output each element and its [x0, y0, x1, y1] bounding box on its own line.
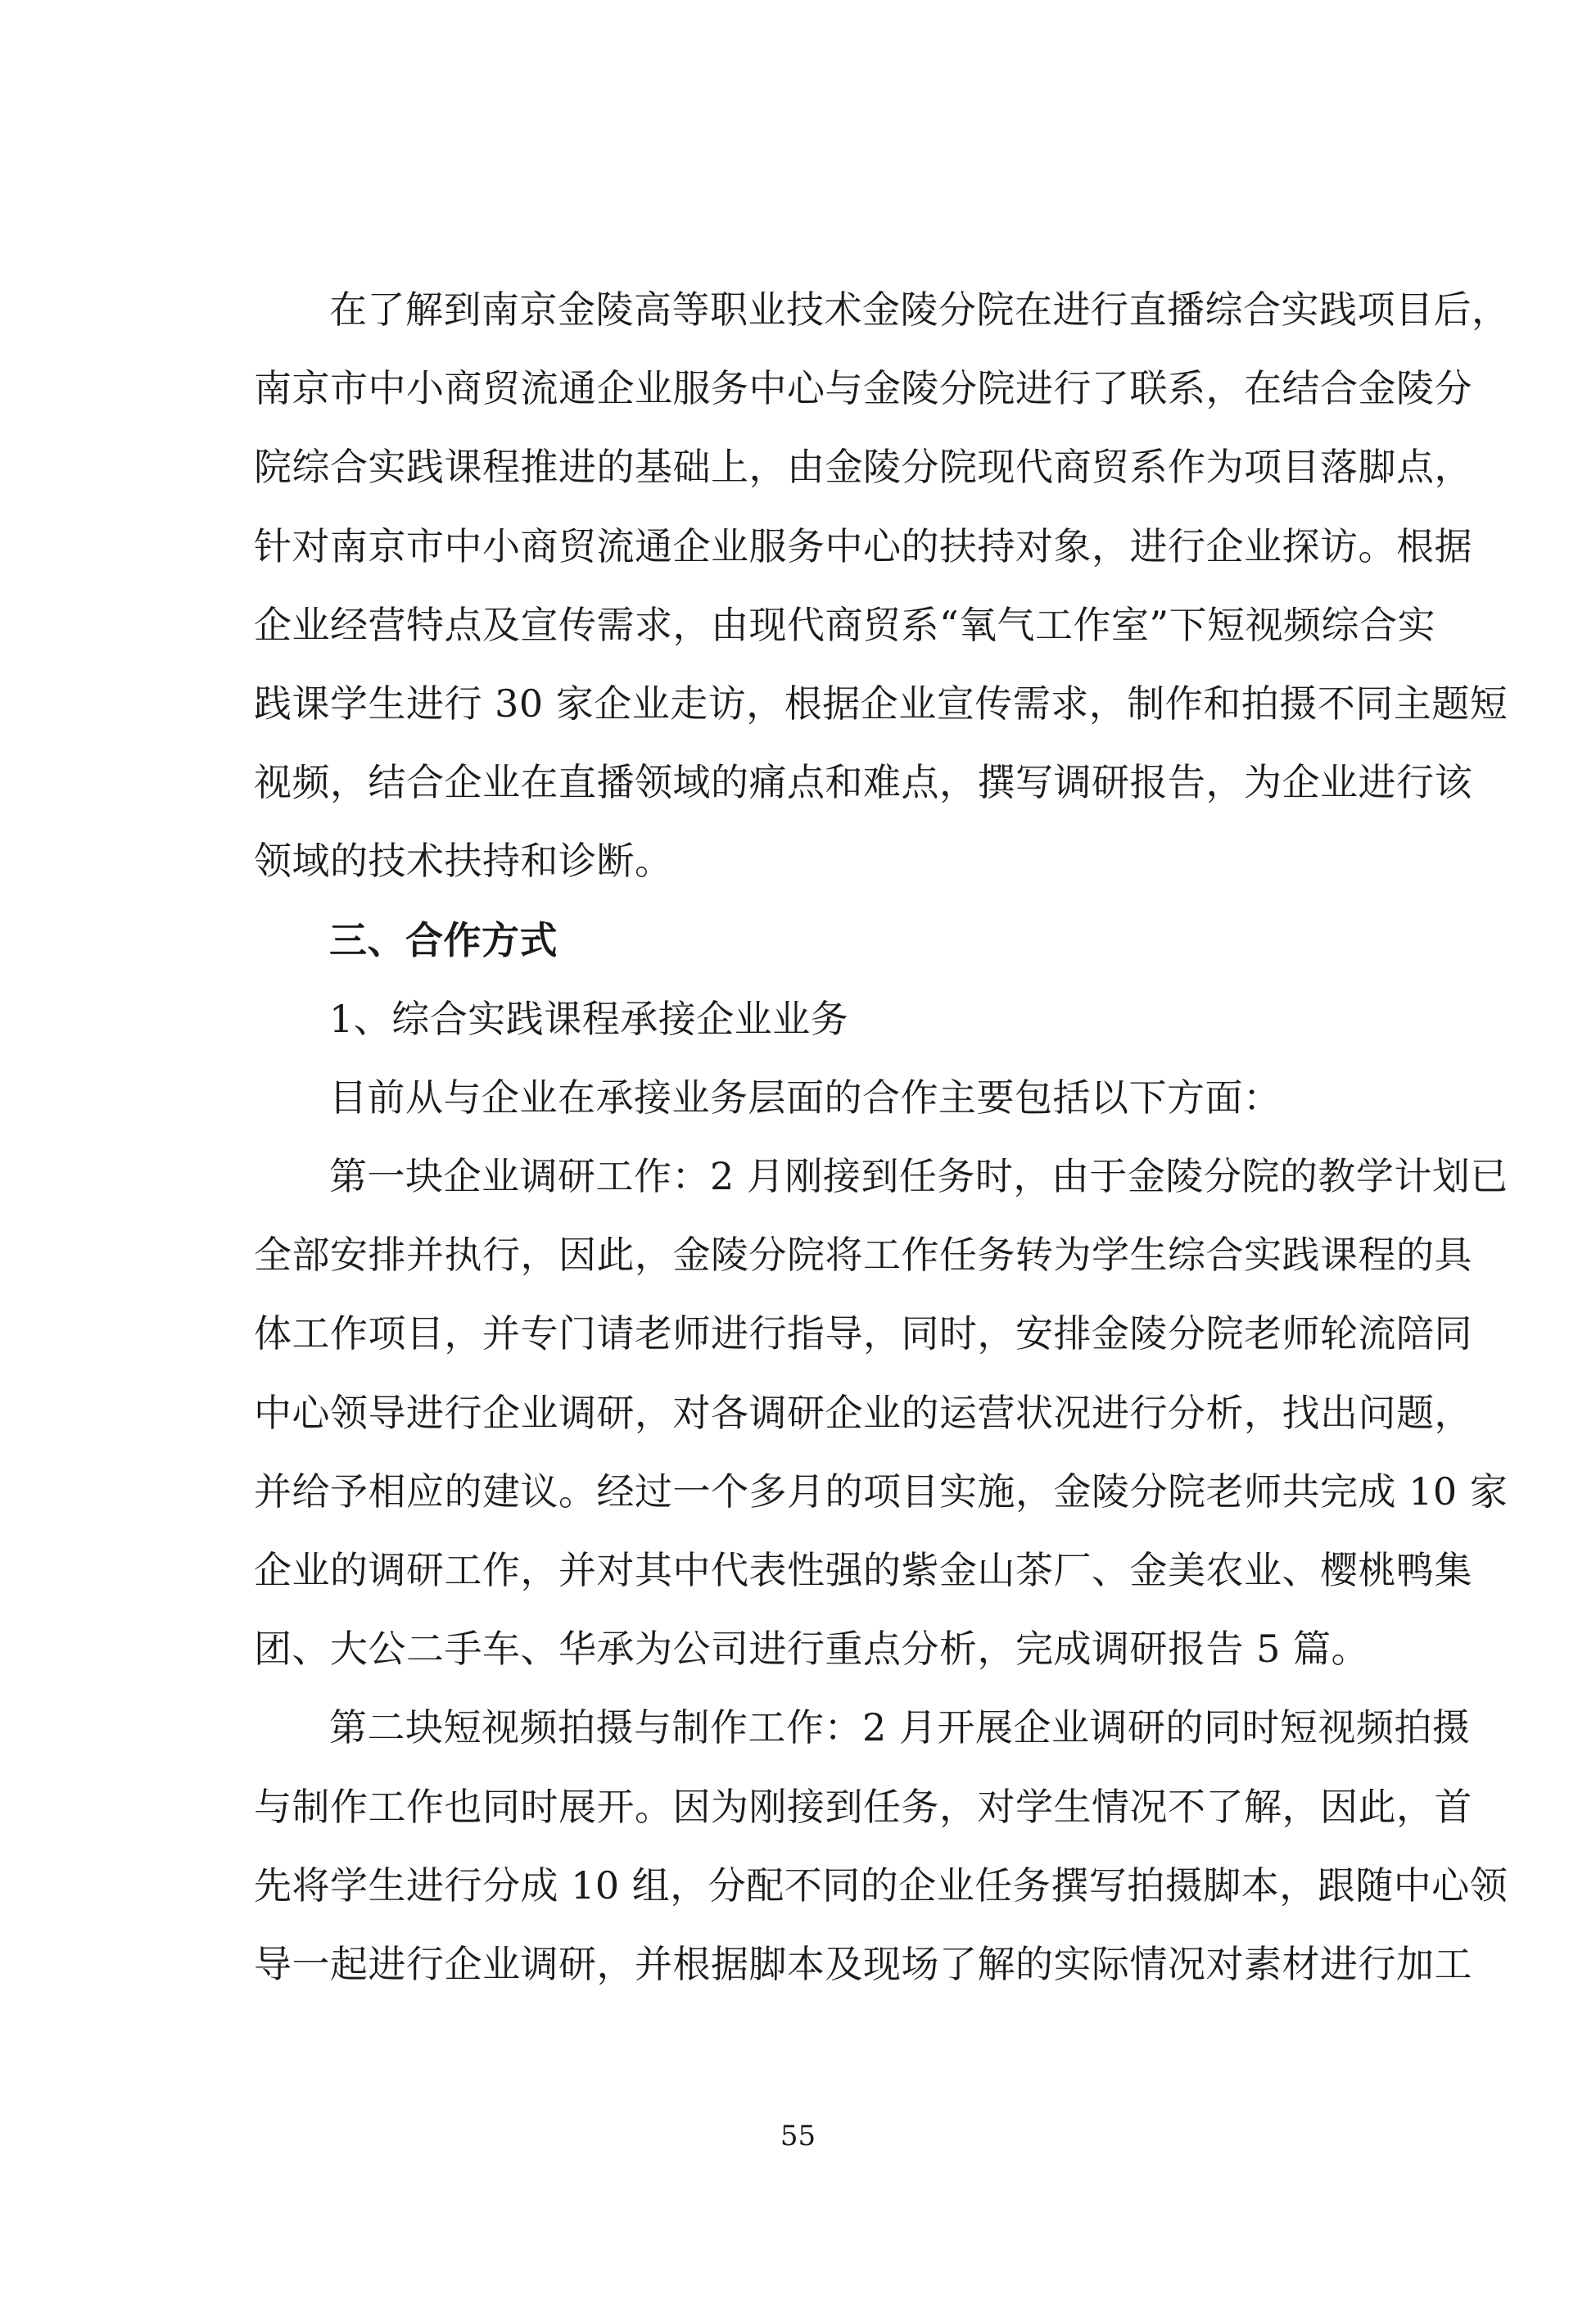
body-text-line: 并给予相应的建议。经过一个多月的项目实施，金陵分院老师共完成 10 家: [254, 1469, 1508, 1514]
body-text-line: 企业的调研工作，并对其中代表性强的紫金山茶厂、金美农业、樱桃鸭集: [254, 1548, 1472, 1592]
body-text-line: 中心领导进行企业调研，对各调研企业的运营状况进行分析，找出问题，: [254, 1390, 1472, 1435]
body-text-line: 1、综合实践课程承接企业业务: [329, 996, 849, 1041]
section-heading: 三、合作方式: [329, 917, 558, 962]
body-text-line: 第二块短视频拍摄与制作工作：2 月开展企业调研的同时短视频拍摄: [329, 1705, 1471, 1750]
body-text-line: 企业经营特点及宣传需求，由现代商贸系“氧气工作室”下短视频综合实: [254, 602, 1436, 647]
body-text-line: 践课学生进行 30 家企业走访，根据企业宣传需求，制作和拍摄不同主题短: [254, 681, 1508, 726]
body-text-line: 在了解到南京金陵高等职业技术金陵分院在进行直播综合实践项目后，: [329, 287, 1510, 332]
body-text-line: 第一块企业调研工作：2 月刚接到任务时，由于金陵分院的教学计划已: [329, 1154, 1508, 1199]
body-text-line: 全部安排并执行，因此，金陵分院将工作任务转为学生综合实践课程的具: [254, 1233, 1472, 1278]
page-body: [254, 270, 1510, 2003]
page-number: 55: [780, 2120, 816, 2152]
body-text-line: 视频，结合企业在直播领域的痛点和难点，撰写调研报告，为企业进行该: [254, 760, 1472, 805]
body-text-line: 导一起进行企业调研，并根据脚本及现场了解的实际情况对素材进行加工: [254, 1941, 1472, 1986]
body-text-line: 目前从与企业在承接业务层面的合作主要包括以下方面：: [329, 1075, 1282, 1120]
body-text-line: 院综合实践课程推进的基础上，由金陵分院现代商贸系作为项目落脚点，: [254, 445, 1472, 490]
body-text-line: 南京市中小商贸流通企业服务中心与金陵分院进行了联系，在结合金陵分: [254, 366, 1472, 411]
body-text-line: 团、大公二手车、华承为公司进行重点分析，完成调研报告 5 篇。: [254, 1627, 1370, 1672]
body-text-line: 先将学生进行分成 10 组，分配不同的企业任务撰写拍摄脚本，跟随中心领: [254, 1863, 1508, 1908]
body-text-line: 领域的技术扶持和诊断。: [254, 839, 673, 884]
body-text-line: 与制作工作也同时展开。因为刚接到任务，对学生情况不了解，因此，首: [254, 1784, 1472, 1829]
body-text-line: 体工作项目，并专门请老师进行指导，同时，安排金陵分院老师轮流陪同: [254, 1311, 1472, 1356]
body-text-line: 针对南京市中小商贸流通企业服务中心的扶持对象，进行企业探访。根据: [254, 523, 1472, 568]
